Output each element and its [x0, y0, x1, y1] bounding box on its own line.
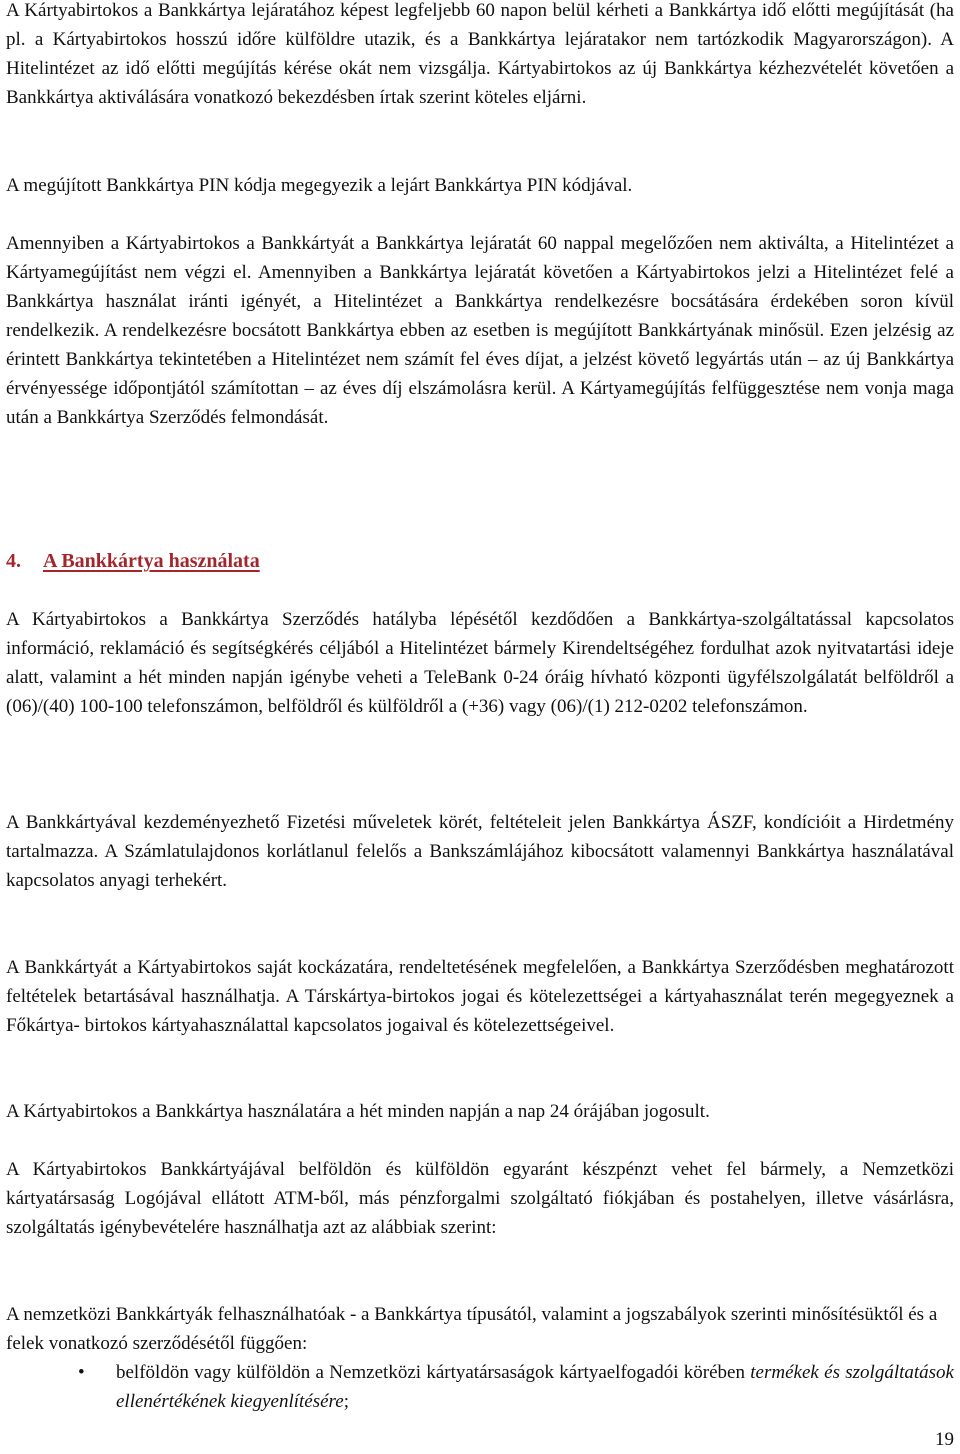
section-heading	[6, 547, 260, 576]
bullet-tail: ;	[343, 1391, 349, 1412]
paragraph-international-cards: A nemzetközi Bankkártyák felhasználhatóak - a Bankkártya típusától, valamint a jogszabályok szerinti minősítésüktől és a felek vonatkozó szerződésétől függően:	[6, 1304, 938, 1354]
section-number: 4.	[6, 550, 21, 572]
usage-bullet-list	[0, 1358, 954, 1416]
bullet-icon: •	[78, 1362, 85, 1383]
list-item	[0, 1358, 954, 1416]
bullet-italic-text: termékek és szolgáltatások ellenértékének kiegyenlítésére	[116, 1362, 954, 1412]
paragraph-renewal-conditions: Amennyiben a Kártyabirtokos a Bankkártyát a Bankkártya lejáratát 60 nappal megelőzően nem aktiválta, a Hitelintézet a Kártyamegújítást nem végzi el. Amennyiben a Bankkártya lejáratát követően a Kártyabirtokos jelzi a Hitelintézet felé a Bankkártya használat iránti igényét, a Hitelintézet a Bankkártya rendelkezésre bocsátására érdekében soron kívül rendelkezik. A rendelkezésre bocsátott Bankkártya ebben az esetben is megújított Bankkártyának minősül. Ezen jelzésig az érintett Bankkártya tekintetében a Hitelintézet nem számít fel éves díjat, a jelzést követő legyártás után – az új Bankkártya érvényessége időpontjától számítottan – az éves díj elszámolásra kerül. A Kártyamegújítás felfüggesztése nem vonja maga után a Bankkártya Szerződés felmondását.	[6, 233, 954, 428]
bullet-text: belföldön vagy külföldön a Nemzetközi kártyatársaságok kártyaelfogadói körében	[116, 1362, 751, 1383]
paragraph-cash-withdrawal: A Kártyabirtokos Bankkártyájával belföldön és külföldön egyaránt készpénzt vehet fel bármely, a Nemzetközi kártyatársaság Logójával ellátott ATM-ből, más pénzforgalmi szolgáltató fiókjában és postahelyen, illetve vásárlásra, szolgáltatás igénybevételére használhatja azt az alábbiak szerint:	[6, 1159, 954, 1238]
section-title: A Bankkártya használata	[43, 550, 260, 572]
paragraph-pin-code: A megújított Bankkártya PIN kódja megegyezik a lejárt Bankkártya PIN kódjával.	[6, 175, 633, 196]
paragraph-early-renewal: A Kártyabirtokos a Bankkártya lejáratához képest legfeljebb 60 napon belül kérheti a Bankkártya idő előtti megújítását (ha pl. a Kártyabirtokos hosszú időre külföldre utazik, és a Bankkártya lejáratakor nem tartózkodik Magyarországon). A Hitelintézet az idő előtti megújítás kérése okát nem vizsgálja. Kártyabirtokos az új Bankkártya kézhezvételét követően a Bankkártya aktiválására vonatkozó bekezdésben írtak szerint köteles eljárni.	[6, 0, 954, 108]
paragraph-customer-service: A Kártyabirtokos a Bankkártya Szerződés hatályba lépésétől kezdődően a Bankkártya-szolgáltatással kapcsolatos információ, reklamáció és segítségkérés céljából a Hitelintézet bármely Kirendeltségéhez fordulhat azok nyitvatartási ideje alatt, valamint a hét minden napján igénybe veheti a TeleBank 0-24 óráig hívható központi ügyfélszolgálatát belföldről a (06)/(40) 100-100 telefonszámon, belföldről és külföldről a (+36) vagy (06)/(1) 212-0202 telefonszámon.	[6, 609, 954, 717]
page-number: 19	[935, 1429, 954, 1450]
paragraph-usage-hours: A Kártyabirtokos a Bankkártya használatára a hét minden napján a nap 24 órájában jogosult.	[6, 1101, 710, 1122]
paragraph-payment-operations: A Bankkártyával kezdeményezhető Fizetési műveletek körét, feltételeit jelen Bankkártya ÁSZF, kondícióit a Hirdetmény tartalmazza. A Számlatulajdonos korlátlanul felelős a Bankszámlájához kibocsátott valamennyi Bankkártya használatával kapcsolatos anyagi terhekért.	[6, 812, 954, 891]
paragraph-card-usage-risk: A Bankkártyát a Kártyabirtokos saját kockázatára, rendeltetésének megfelelően, a Bankkártya Szerződésben meghatározott feltételek betartásával használhatja. A Társkártya-birtokos jogai és kötelezettségei a kártyahasználat terén megegyeznek a Főkártya- birtokos kártyahasználattal kapcsolatos jogaival és kötelezettségeivel.	[6, 957, 954, 1036]
